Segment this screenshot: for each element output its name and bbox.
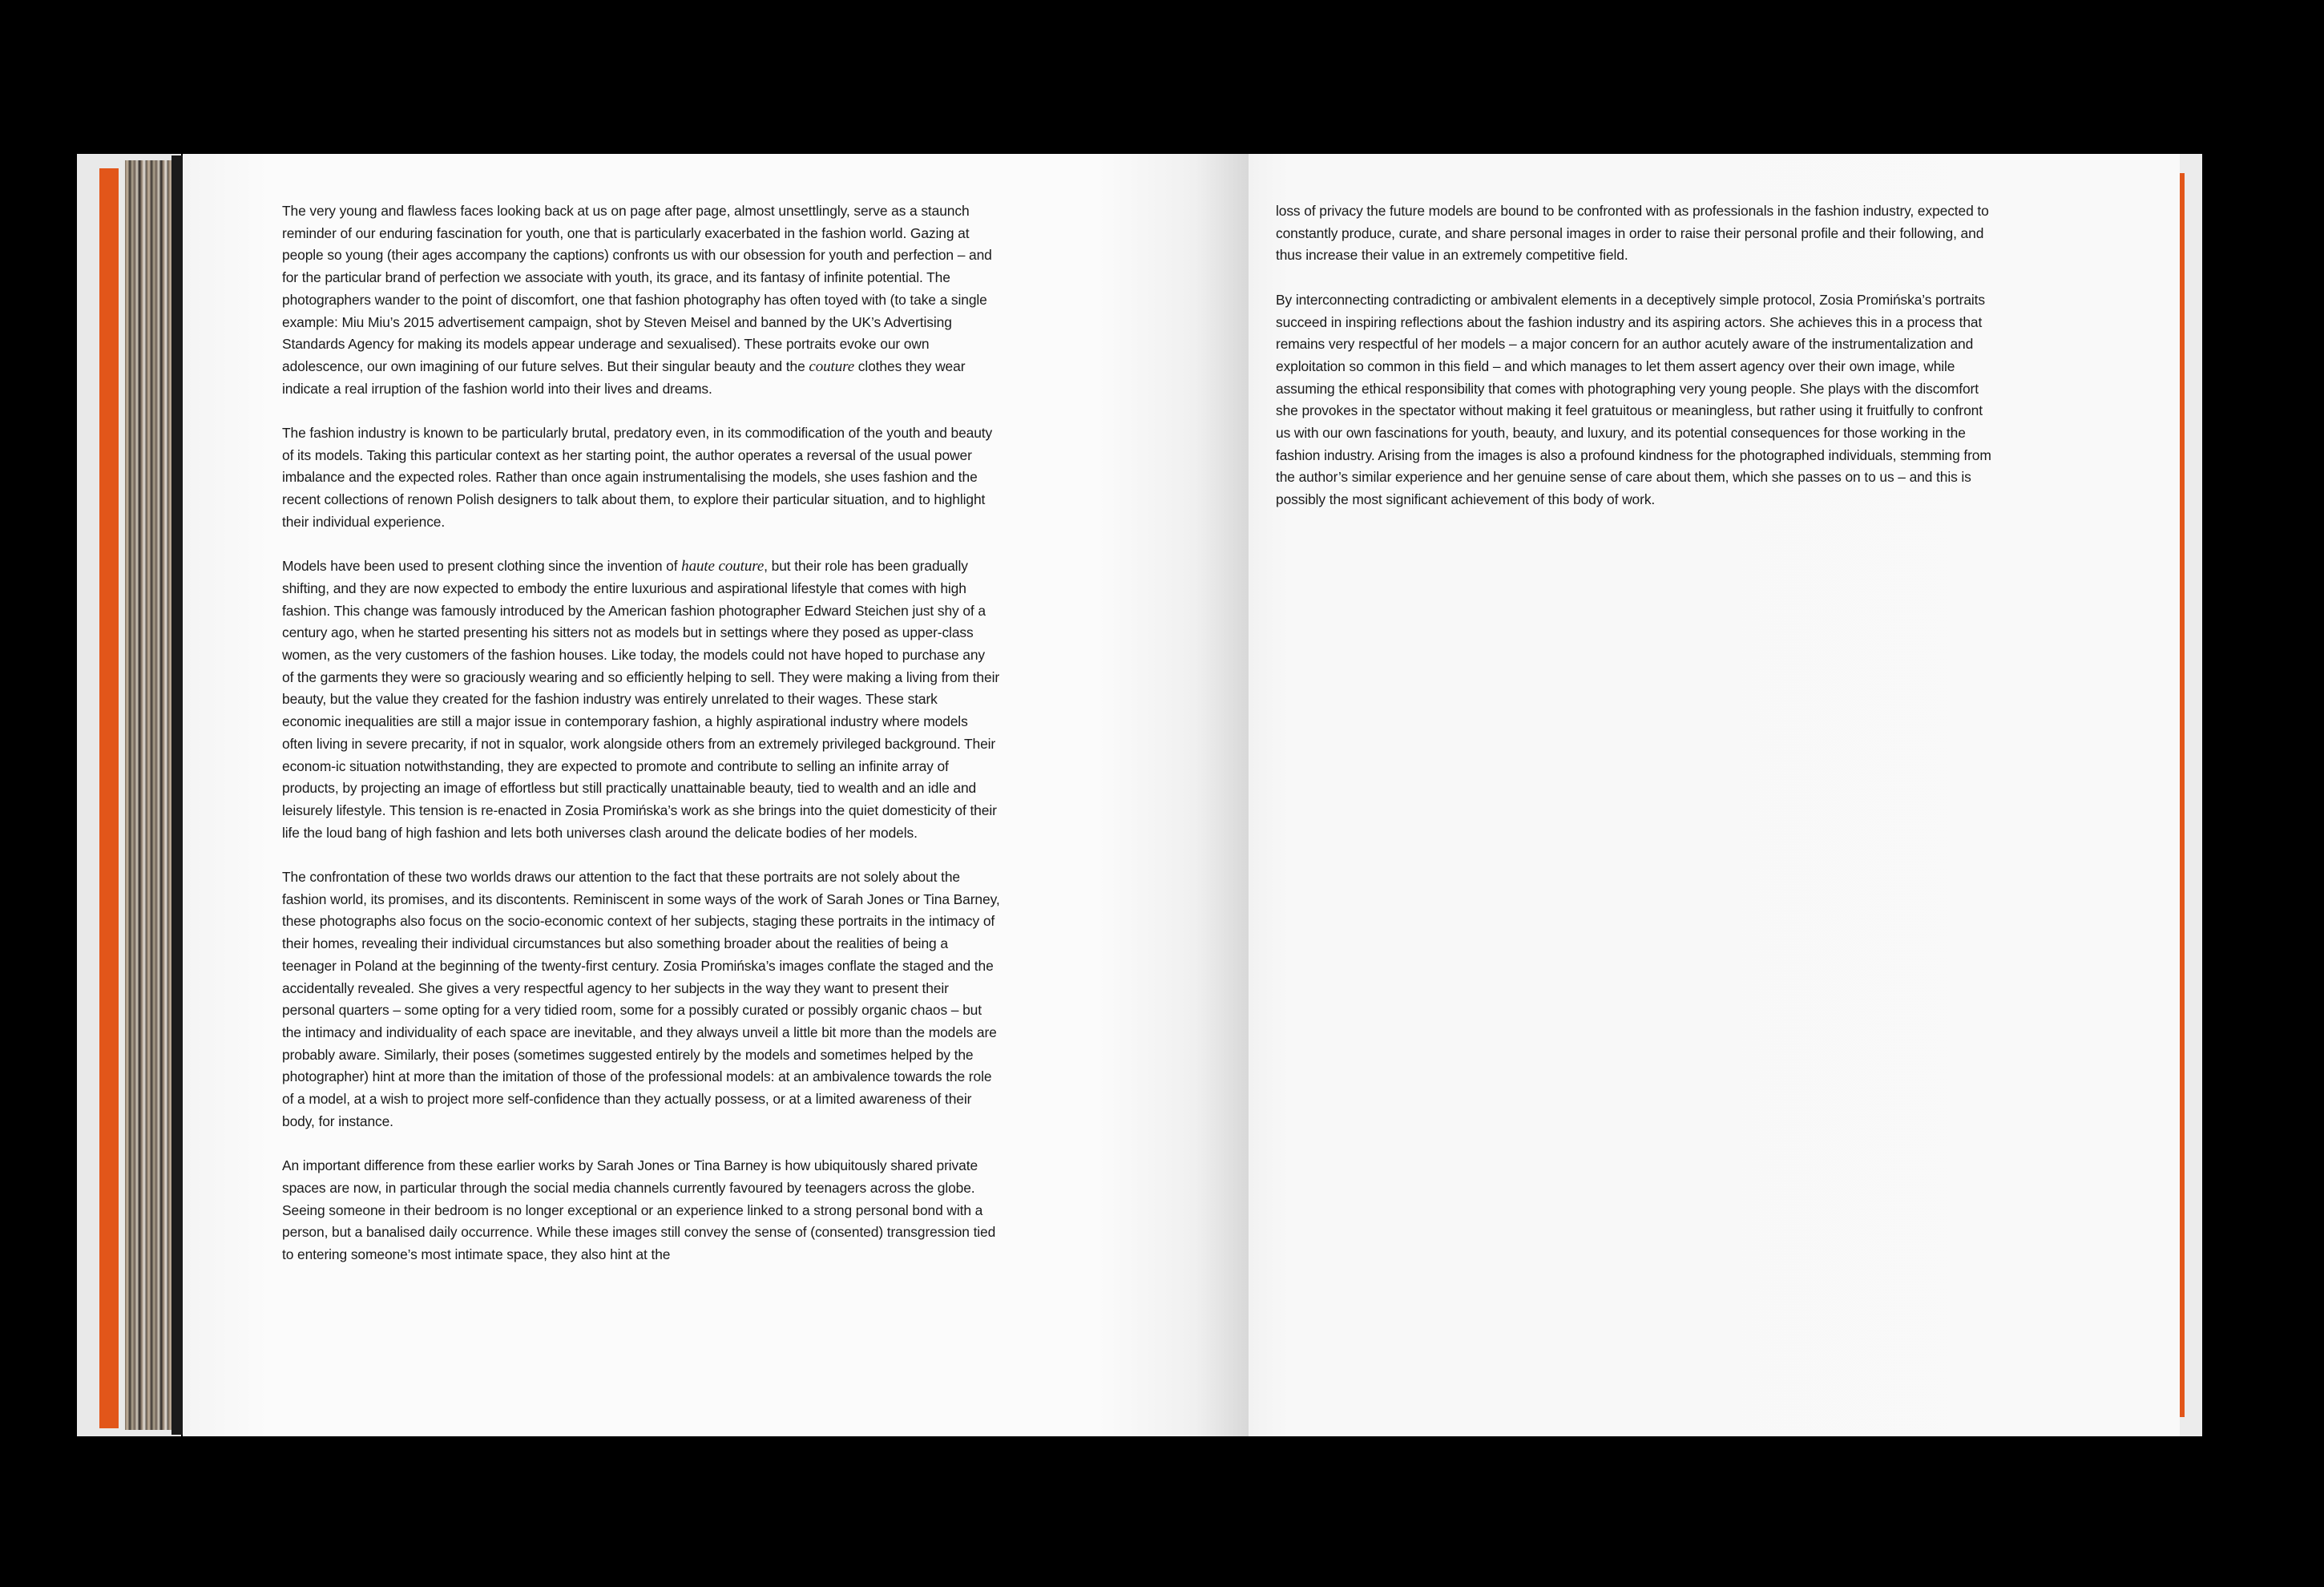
paragraph <box>282 422 1000 534</box>
paragraph-text: loss of privacy the future models are bound to be confronted with as professionals in the fashion industry, expected to constantly produce, curate, and share personal images in order to raise their personal profile and their following, and thus increase their value in an extremely competitive field. <box>1276 203 1989 264</box>
page-stack-shadow <box>171 155 183 1435</box>
paragraph <box>1276 289 1997 511</box>
paragraph-text: The confrontation of these two worlds draws our attention to the fact that these portraits are not solely about the fashion world, its promises, and its discontents. Reminiscent in some ways of the work of Sarah Jones or Tina Barney, these photographs also focus on the socio-economic context of her subjects, staging these portraits in the intimacy of their homes, revealing their individual circumstances but also something broader about the realities of being a teenager in Poland at the beginning of the twenty-first century. Zosia Promińska’s images conflate the staged and the accidentally revealed. She gives a very respectful agency to her subjects in the way they want to present their personal quarters – some opting for a very tidied room, some for a possibly curated or possibly organic chaos – but the intimacy and individuality of each space are inevitable, and they always unveil a little bit more than the models are probably aware. Similarly, their poses (sometimes suggested entirely by the models and sometimes helped by the photographer) hint at more than the imitation of those of the professional models: at an ambivalence towards the role of a model, at a wish to project more self-confidence than they actually possess, or at a limited awareness of their body, for instance. <box>282 869 1000 1129</box>
left-page-text <box>282 200 1000 1288</box>
paragraph <box>282 866 1000 1133</box>
italic-term: couture <box>809 357 855 375</box>
paragraph-text: The fashion industry is known to be particularly brutal, predatory even, in its commodification of the youth and beauty of its models. Taking this particular context as her starting point, the author operates a reversal of the usual power imbalance and the expected roles. Rather than once again instrumentalising the models, she uses fashion and the recent collections of renown Polish designers to talk about them, to explore their particular situation, and to highlight their individual experience. <box>282 425 993 530</box>
paragraph-text: Models have been used to present clothing since the invention of <box>282 558 682 575</box>
paragraph-text: The very young and flawless faces looking back at us on page after page, almost unsettlingly, serve as a staunch reminder of our enduring fascination for youth, one that is particularly exacerbated in the fashion world. Gazing at people so young (their ages accompany the captions) confronts us with our obsession for youth and perfection – and for the particular brand of perfection we associate with youth, its grace, and its fantasy of infinite potential. The photographers wander to the point of discomfort, one that fashion photography has often toyed with (to take a single example: Miu Miu’s 2015 advertisement campaign, shot by Steven Meisel and banned by the UK’s Advertising Standards Agency for making its models appear underage and sexualised). These portraits evoke our own adolescence, our own imagining of our future selves. But their singular beauty and the <box>282 203 992 374</box>
italic-term: haute couture <box>681 558 765 575</box>
paragraph <box>1276 200 1997 267</box>
paragraph-text-continued: , but their role has been gradually shifting, and they are now expected to embody the entire luxurious and aspirational lifestyle that comes with high fashion. This change was famously introduced by the American fashion photographer Edward Steichen just shy of a century ago, when he started presenting his sitters not as models but in settings where they posed as upper-class women, as the very customers of the fashion houses. Like today, the models could not have hoped to purchase any of the garments they were so graciously wearing and so efficiently helping to sell. They were making a living from their beauty, but the value they created for the fashion industry was entirely unrelated to their wages. These stark economic inequalities are still a major issue in contemporary fashion, a highly aspirational industry where models often living in severe precarity, if not in squalor, work alongside others from an extremely privileged background. Their econom-ic situation notwithstanding, they are expected to promote and contribute to selling an infinite array of products, by projecting an image of effortless but still practically unattainable beauty, tied to wealth and an idle and leisurely lifestyle. This tension is re-enacted in Zosia Promińska’s work as she brings into the quiet domesticity of their life the loud bang of high fashion and lets both universes clash around the delicate bodies of her models. <box>282 558 1000 841</box>
right-page-text <box>1276 200 1997 534</box>
paragraph <box>282 1155 1000 1266</box>
paragraph-text: An important difference from these earlier works by Sarah Jones or Tina Barney is how ubiquitously shared private spaces are now, in particular through the social media channels currently favoured by teenagers across the globe. Seeing someone in their bedroom is no longer exceptional or an experience linked to a strong personal bond with a person, but a banalised daily occurrence. While these images still convey the sense of (consented) transgression tied to entering someone’s most intimate space, they also hint at the <box>282 1157 996 1262</box>
paragraph <box>282 200 1000 400</box>
left-orange-stripe <box>99 168 119 1428</box>
paragraph-text-continued: clothes they wear indicate a real irruption of the fashion world into their lives and dreams. <box>282 357 966 397</box>
paragraph-text: By interconnecting contradicting or ambivalent elements in a deceptively simple protocol, Zosia Promińska’s portraits succeed in inspiring reflections about the fashion industry and its aspiring actors. She achieves this in a process that remains very respectful of her models – a major concern for an author acutely aware of the instrumentalization and exploitation so common in this field – and which manages to let them assert agency over their own image, while assuming the ethical responsibility that comes with photographing very young people. She plays with the discomfort she provokes in the spectator without making it feel gratuitous or meaningless, but rather using it fruitfully to confront us with our own fascinations for youth, beauty, and luxury, and its potential consequences for those working in the fashion industry. Arising from the images is also a profound kindness for the photographed individuals, stemming from the author’s similar experience and her genuine sense of care about them, which she passes on to us – and this is possibly the most significant achievement of this body of work. <box>1276 291 1991 508</box>
paragraph <box>282 555 1000 844</box>
